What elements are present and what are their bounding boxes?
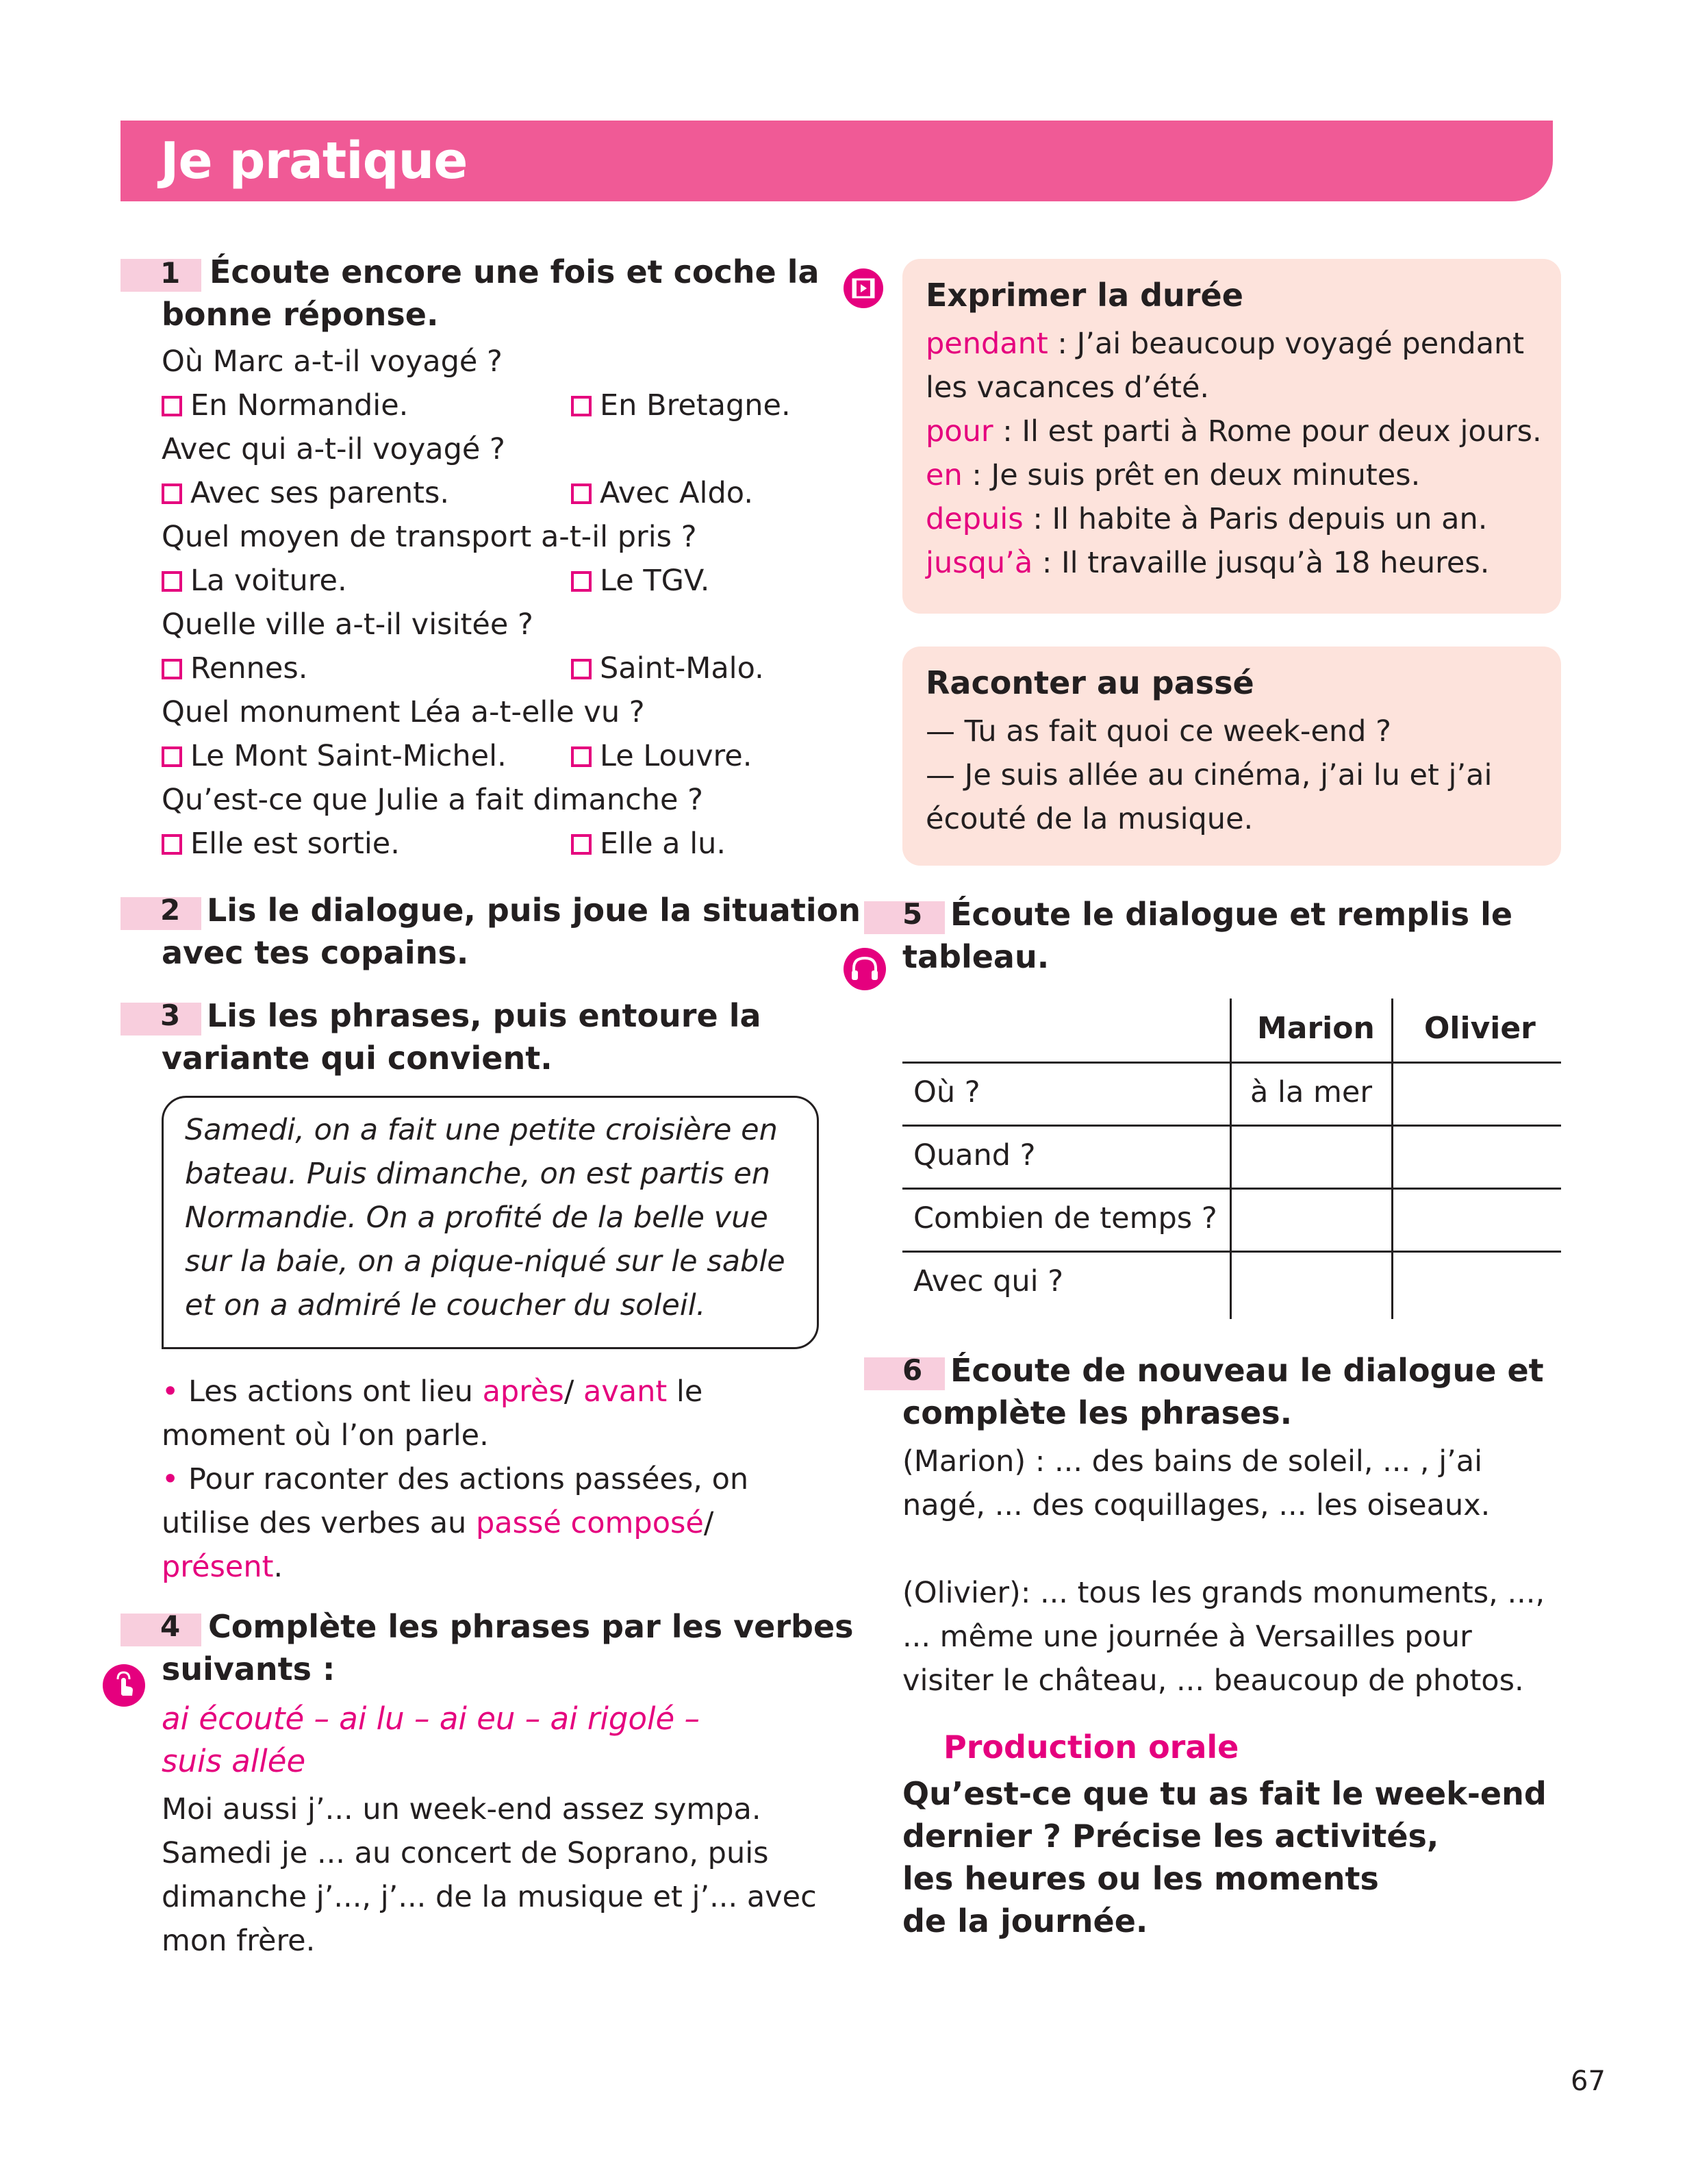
- exercise-3-title-line1: Lis les phrases, puis entoure la: [207, 997, 761, 1034]
- keyword: en: [926, 458, 963, 492]
- question-text: Où Marc a-t-il voyagé ?: [162, 344, 503, 379]
- option-label: Elle a lu.: [600, 827, 726, 861]
- production-heading: Production orale: [943, 1729, 1239, 1766]
- example-text: : Je suis prêt en deux minutes.: [962, 458, 1421, 492]
- table-vline: [1230, 999, 1232, 1319]
- example-text: : Il est parti à Rome pour deux jours.: [993, 414, 1542, 449]
- row-label: Quand ?: [913, 1138, 1036, 1172]
- production-line: Qu’est-ce que tu as fait le week-end: [902, 1775, 1547, 1812]
- option-label: La voiture.: [190, 564, 347, 598]
- choice-option[interactable]: passé composé: [475, 1506, 704, 1540]
- choice-option[interactable]: présent: [162, 1550, 274, 1584]
- column-header-olivier: Olivier: [1424, 1011, 1536, 1046]
- past-example-line: — Je suis allée au cinéma, j’ai lu et j’ai: [926, 758, 1493, 792]
- example-text: : Il travaille jusqu’à 18 heures.: [1032, 546, 1490, 580]
- answer-option[interactable]: [162, 734, 507, 778]
- option-label: Avec ses parents.: [190, 476, 450, 510]
- verb-list-line2: suis allée: [162, 1743, 306, 1779]
- answer-option[interactable]: [162, 647, 307, 690]
- keyword: pendant: [926, 327, 1048, 361]
- answer-option[interactable]: [571, 559, 709, 603]
- answer-option[interactable]: [162, 559, 347, 603]
- exercise-3-number: 3: [160, 999, 181, 1032]
- answer-option[interactable]: [571, 822, 726, 866]
- reading-line: sur la baie, on a pique-niqué sur le sable: [185, 1244, 785, 1279]
- duration-row: [926, 453, 1420, 497]
- page-number: 67: [1571, 2066, 1606, 2097]
- exercise-1-number: 1: [160, 256, 181, 290]
- exercise-1-title-line1: Écoute encore une fois et coche la: [210, 253, 820, 290]
- bullet-dot: •: [162, 1462, 179, 1496]
- checkbox-icon[interactable]: [162, 484, 182, 504]
- example-text: : J’ai beaucoup voyagé pendant: [1048, 327, 1525, 361]
- answer-option[interactable]: [571, 734, 752, 778]
- exercise-6-title-line1: Écoute de nouveau le dialogue et: [950, 1352, 1544, 1389]
- answer-option[interactable]: [571, 471, 753, 515]
- duration-row: [926, 366, 1209, 410]
- table-hline: [902, 1062, 1561, 1064]
- answer-option[interactable]: [571, 647, 764, 690]
- option-label: Avec Aldo.: [600, 476, 753, 510]
- exercise-6-line: (Olivier): ... tous les grands monuments, ...,: [902, 1576, 1545, 1610]
- row-label: Combien de temps ?: [913, 1201, 1217, 1235]
- checkbox-icon[interactable]: [571, 834, 592, 855]
- bullet-text: le: [667, 1375, 703, 1409]
- option-label: Le Louvre.: [600, 739, 752, 773]
- checkbox-icon[interactable]: [571, 571, 592, 592]
- exercise-5-number: 5: [902, 897, 923, 931]
- option-label: En Normandie.: [190, 388, 409, 423]
- row-label: Où ?: [913, 1075, 980, 1109]
- bullet-2-line3: [162, 1545, 283, 1589]
- separator: /: [563, 1375, 583, 1409]
- exercise-4-line: dimanche j’..., j’... de la musique et j’... avec: [162, 1880, 817, 1914]
- answer-option[interactable]: [162, 471, 449, 515]
- table-hline: [902, 1251, 1561, 1253]
- bullet-2-line2: [162, 1501, 713, 1545]
- exercise-2-title-line1: Lis le dialogue, puis joue la situation: [207, 892, 861, 929]
- question-text: Qu’est-ce que Julie a fait dimanche ?: [162, 783, 703, 817]
- separator: /: [703, 1506, 714, 1540]
- exercise-2-number: 2: [160, 893, 181, 927]
- question-text: Quel monument Léa a-t-elle vu ?: [162, 695, 645, 729]
- cell-marion[interactable]: à la mer: [1250, 1075, 1373, 1109]
- answer-option[interactable]: [162, 822, 400, 866]
- reading-line: Normandie. On a profité de la belle vue: [185, 1201, 768, 1235]
- keyword: jusqu’à: [926, 546, 1033, 580]
- production-line: dernier ? Précise les activités,: [902, 1818, 1439, 1855]
- exercise-6-line: (Marion) : ... des bains de soleil, ... , j’ai: [902, 1444, 1483, 1479]
- exercise-5-title-line2: tableau.: [902, 938, 1050, 975]
- checkbox-icon[interactable]: [162, 834, 182, 855]
- production-line: les heures ou les moments: [902, 1860, 1379, 1897]
- bullet-text: Pour raconter des actions passées, on: [188, 1462, 749, 1496]
- choice-option[interactable]: avant: [583, 1375, 668, 1409]
- exercise-6-line: nagé, ... des coquillages, ... les oiseaux.: [902, 1488, 1491, 1522]
- example-text: les vacances d’été.: [926, 371, 1210, 405]
- verb-list-line1: ai écouté – ai lu – ai eu – ai rigolé –: [162, 1700, 700, 1737]
- production-line: de la journée.: [902, 1903, 1148, 1940]
- bullet-2: [162, 1457, 748, 1501]
- question-text: Quel moyen de transport a-t-il pris ?: [162, 520, 697, 554]
- keyword: pour: [926, 414, 993, 449]
- exercise-6-number: 6: [902, 1353, 923, 1387]
- exercise-4-title-line2: suivants :: [162, 1650, 335, 1687]
- info-box-duration-title: Exprimer la durée: [926, 277, 1243, 314]
- bullet-dot: •: [162, 1375, 179, 1409]
- answer-option[interactable]: [162, 384, 408, 427]
- option-label: Rennes.: [190, 651, 308, 686]
- example-text: : Il habite à Paris depuis un an.: [1023, 502, 1488, 536]
- headphones-icon[interactable]: [844, 948, 886, 990]
- table-vline: [1391, 999, 1393, 1319]
- column-header-marion: Marion: [1257, 1011, 1375, 1046]
- bullet-1: [162, 1370, 702, 1414]
- touch-icon[interactable]: [103, 1664, 145, 1707]
- exercise-4-line: mon frère.: [162, 1924, 316, 1958]
- exercise-6-title-line2: complète les phrases.: [902, 1394, 1293, 1431]
- exercise-2-title-line2: avec tes copains.: [162, 934, 469, 971]
- info-box-past-title: Raconter au passé: [926, 664, 1254, 701]
- checkbox-icon[interactable]: [162, 571, 182, 592]
- exercise-6-line: visiter le château, ... beaucoup de photos.: [902, 1664, 1524, 1698]
- reading-line: bateau. Puis dimanche, on est partis en: [185, 1157, 771, 1191]
- duration-row: [926, 497, 1487, 541]
- checkbox-icon[interactable]: [571, 396, 592, 416]
- keyword: depuis: [926, 502, 1024, 536]
- question-text: Quelle ville a-t-il visitée ?: [162, 607, 533, 642]
- question-text: Avec qui a-t-il voyagé ?: [162, 432, 505, 466]
- reading-line: et on a admiré le coucher du soleil.: [185, 1288, 706, 1322]
- answer-option[interactable]: [571, 384, 791, 427]
- bullet-1-line2: moment où l’on parle.: [162, 1418, 489, 1453]
- bullet-text: Les actions ont lieu: [188, 1375, 483, 1409]
- checkbox-icon[interactable]: [571, 746, 592, 767]
- option-label: Saint-Malo.: [600, 651, 764, 686]
- duration-row: [926, 541, 1489, 585]
- past-example-line: écouté de la musique.: [926, 802, 1254, 836]
- exercise-1-title-line2: bonne réponse.: [162, 296, 439, 333]
- exercise-4-title-line1: Complète les phrases par les verbes: [208, 1608, 854, 1645]
- choice-option[interactable]: après: [482, 1375, 564, 1409]
- option-label: Le TGV.: [600, 564, 710, 598]
- past-example-line: — Tu as fait quoi ce week-end ?: [926, 714, 1391, 749]
- exercise-6-line: ... même une journée à Versailles pour: [902, 1620, 1472, 1654]
- duration-row: [926, 410, 1542, 453]
- section-title: Je pratique: [160, 131, 468, 190]
- exercise-4-line: Moi aussi j’... un week-end assez sympa.: [162, 1792, 761, 1827]
- exercise-3-title-line2: variante qui convient.: [162, 1040, 553, 1077]
- option-label: Elle est sortie.: [190, 827, 400, 861]
- checkbox-icon[interactable]: [571, 484, 592, 504]
- table-hline: [902, 1188, 1561, 1190]
- option-label: En Bretagne.: [600, 388, 791, 423]
- table-hline: [902, 1125, 1561, 1127]
- video-icon[interactable]: [844, 268, 883, 308]
- bullet-text: .: [273, 1550, 283, 1584]
- row-label: Avec qui ?: [913, 1264, 1064, 1298]
- exercise-4-number: 4: [160, 1609, 181, 1643]
- exercise-4-line: Samedi je ... au concert de Soprano, puis: [162, 1836, 769, 1870]
- duration-row: [926, 322, 1524, 366]
- checkbox-icon[interactable]: [162, 396, 182, 416]
- checkbox-icon[interactable]: [162, 746, 182, 767]
- exercise-5-title-line1: Écoute le dialogue et remplis le: [950, 896, 1513, 933]
- checkbox-icon[interactable]: [571, 659, 592, 679]
- reading-line: Samedi, on a fait une petite croisière en: [185, 1113, 778, 1147]
- checkbox-icon[interactable]: [162, 659, 182, 679]
- option-label: Le Mont Saint-Michel.: [190, 739, 507, 773]
- bullet-text: utilise des verbes au: [162, 1506, 476, 1540]
